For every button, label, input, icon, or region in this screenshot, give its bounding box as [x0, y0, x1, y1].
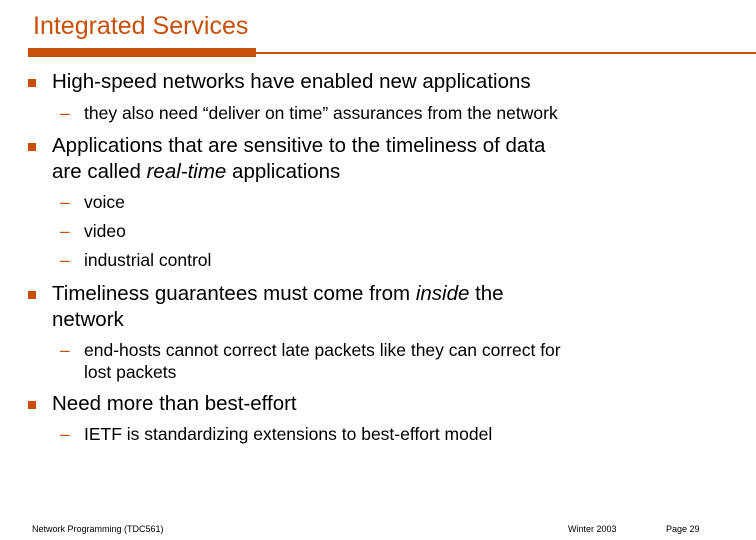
bullet-3-line-1-pre: Timeliness guarantees must come from [52, 282, 416, 305]
bullet-2-line-2-post: applications [226, 160, 341, 183]
dash-icon: – [60, 221, 70, 241]
dash-icon: – [60, 250, 70, 270]
bullet-4-sub-1-text: IETF is standardizing extensions to best-effort model [84, 424, 493, 444]
footer-page-number: Page 29 [666, 524, 700, 534]
square-bullet-icon [28, 401, 36, 409]
dash-icon: – [60, 424, 70, 444]
footer-term: Winter 2003 [568, 524, 617, 534]
bullet-2-line-2-pre: are called [52, 160, 147, 183]
bullet-2-sub-3-text: industrial control [84, 250, 212, 270]
bullet-2-sub-1-text: voice [84, 192, 125, 212]
bullet-3-line-2-text: network [52, 308, 124, 331]
bullet-1-text: High-speed networks have enabled new applications [52, 70, 531, 93]
title-rule [28, 52, 756, 54]
bullet-4-text: Need more than best-effort [52, 392, 297, 415]
square-bullet-icon [28, 79, 36, 87]
dash-icon: – [60, 192, 70, 212]
bullet-2-sub-2-text: video [84, 221, 126, 241]
dash-icon: – [60, 340, 70, 360]
bullet-3-line-1-em: inside [415, 282, 470, 305]
footer-course: Network Programming (TDC561) [32, 524, 164, 534]
slide-title: Integrated Services [33, 12, 249, 40]
bullet-3-sub-1-line-2: lost packets [84, 362, 177, 382]
square-bullet-icon [28, 291, 36, 299]
bullet-1-sub-1-text: they also need “deliver on time” assurances from the network [84, 103, 558, 123]
bullet-3-line-1-post: the [469, 282, 504, 305]
bullet-2-line-2-em: real-time [146, 160, 227, 183]
dash-icon: – [60, 103, 70, 123]
bullet-2-line-1: Applications that are sensitive to the timeliness of data [52, 134, 546, 157]
bullet-3-sub-1-line-1: end-hosts cannot correct late packets like they can correct for [84, 340, 561, 360]
square-bullet-icon [28, 143, 36, 151]
